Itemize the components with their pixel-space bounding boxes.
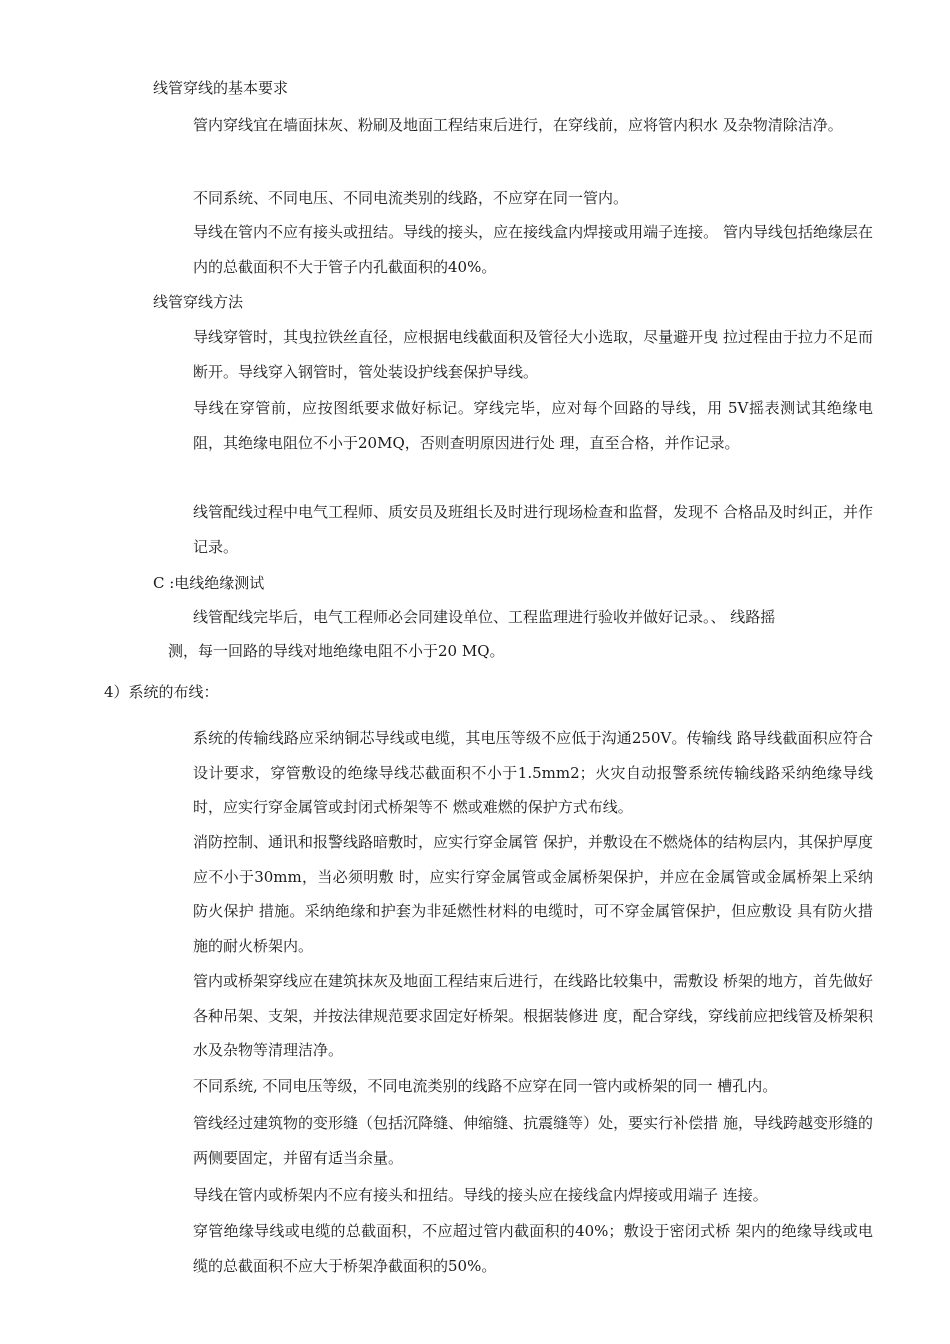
paragraph: 导线在管内或桥架内不应有接头和扭结。导线的接头应在接线盒内焊接或用端子 连接。 [193,1186,768,1204]
paragraph: 导线穿管时，其曳拉铁丝直径，应根据电线截面积及管径大小选取，尽量避开曳 拉过程由于拉力不足而断开。导线穿入钢管时，管处装设护线套保护导线。 [193,328,873,381]
paragraph: 穿管绝缘导线或电缆的总截面积，不应超过管内截面积的40%；敷设于密闭式桥 架内的绝缘导线或电缆的总截面积不应大于桥架净截面积的50%。 [193,1222,873,1275]
paragraph: 管线经过建筑物的变形缝（包括沉降缝、伸缩缝、抗震缝等）处，要实行补偿措 施，导线跨越变形缝的两侧要固定，并留有适当余量。 [193,1114,873,1167]
paragraph: 管内或桥架穿线应在建筑抹灰及地面工程结束后进行，在线路比较集中，需敷设 桥架的地方，首先做好各种吊架、支架，并按法律规范要求固定好桥架。根据装修进 度，配合穿线，穿线前应把线管及桥架积水及杂物等清理洁净。 [193,972,873,1059]
section-heading: C :电线绝缘测试 [153,574,265,592]
section-heading: 线管穿线方法 [153,293,244,311]
paragraph: 线管配线过程中电气工程师、质安员及班组长及时进行现场检查和监督，发现不 合格品及时纠正，并作记录。 [193,503,873,556]
paragraph: 线管配线完毕后，电气工程师必会同建设单位、工程监理进行验收并做好记录。、 线路摇 [193,608,776,626]
paragraph: 不同系统, 不同电压等级，不同电流类别的线路不应穿在同一管内或桥架的同一 槽孔内。 [193,1077,778,1095]
paragraph: 导线在管内不应有接头或扭结。导线的接头，应在接线盒内焊接或用端子连接。 管内导线包括绝缘层在内的总截面积不大于管子内孔截面积的40%。 [193,223,873,276]
paragraph: 系统的传输线路应采纳铜芯导线或电缆，其电压等级不应低于沟通250V。传输线 路导线截面积应符合设计要求，穿管敷设的绝缘导线芯截面积不小于1.5mm2；火灾自动报警系统传输线路采纳绝缘导线时，应实行穿金属管或封闭式桥架等不 燃或难燃的保护方式布线。 [193,729,873,816]
section-heading: 4）系统的布线： [104,683,219,701]
paragraph-continuation: 测，每一回路的导线对地绝缘电阻不小于20 MQ。 [168,642,505,660]
paragraph: 消防控制、通讯和报警线路暗敷时，应实行穿金属管 保护，并敷设在不燃烧体的结构层内，其保护厚度应不小于30mm，当必须明敷 时，应实行穿金属管或金属桥架保护，并应在金属管或金属桥架上采纳防火保护 措施。采纳绝缘和护套为非延燃性材料的电缆时，可不穿金属管保护，但应敷设 具有防火措施的耐火桥架内。 [193,833,873,955]
paragraph: 不同系统、不同电压、不同电流类别的线路，不应穿在同一管内。 [193,189,629,207]
section-heading: 线管穿线的基本要求 [153,79,289,97]
paragraph: 导线在穿管前，应按图纸要求做好标记。穿线完毕，应对每个回路的导线，用 5V摇表测试其绝缘电阻，其绝缘电阻位不小于20MQ，否则查明原因进行处 理，直至合格，并作记录。 [193,399,873,452]
paragraph: 管内穿线宜在墙面抹灰、粉刷及地面工程结束后进行，在穿线前，应将管内积水 及杂物清除洁净。 [193,116,843,134]
